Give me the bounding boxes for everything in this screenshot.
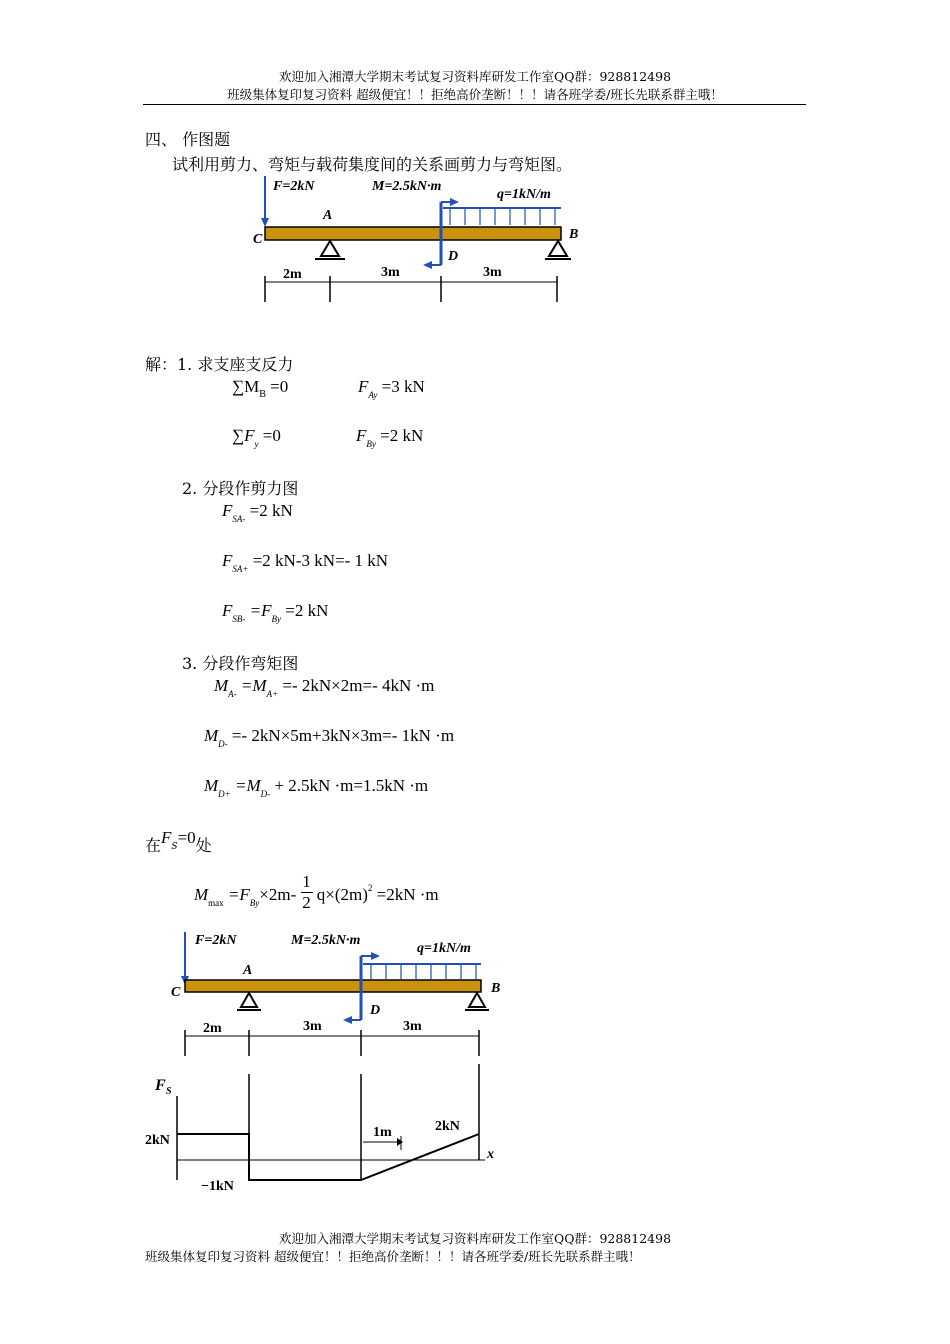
step-2-title: 2. 分段作剪力图 xyxy=(182,479,299,498)
label-neg1kn: −1kN xyxy=(201,1179,234,1194)
beam-figure-2 xyxy=(145,924,505,1200)
svg-text:2m: 2m xyxy=(203,1021,222,1036)
force-arrowhead xyxy=(261,218,269,227)
eq-md-minus: $M_{D-} =- 2kN\times 5m+3kN\times 3m=-$ 1kN ·m xyxy=(204,726,455,749)
moment-top-head xyxy=(450,198,459,206)
step-3-title: 3. 分段作弯矩图 xyxy=(182,654,299,673)
eq-fay: $F_{Ay} =3$ kN xyxy=(358,377,425,400)
label-2kn-left: 2kN xyxy=(145,1133,170,1148)
x-axis-label: x xyxy=(487,1147,494,1162)
svg-text:3m: 3m xyxy=(303,1019,322,1034)
label-b: B xyxy=(569,227,579,242)
eq-md-plus: $M_{D+} =M_{D-} + 2.5kN \cdot m=1.5kN \cdot m$ xyxy=(204,776,429,799)
eq-sum-fy: $\sum F_y =0$ xyxy=(232,426,281,449)
at-fs-zero: 在FS=0处 xyxy=(145,828,212,855)
span-3: 3m xyxy=(483,265,502,280)
dist-load-arrows xyxy=(450,208,555,225)
beam-bar-2 xyxy=(185,980,481,992)
support-a xyxy=(321,241,339,256)
moment-label: M=2.5kN·m xyxy=(372,179,442,194)
label-c: C xyxy=(253,232,263,247)
footer-line-1: 欢迎加入湘潭大学期末考试复习资料库研发工作室QQ群：928812498 xyxy=(278,1231,672,1246)
beam-bar xyxy=(265,227,561,240)
beam-figure-1 xyxy=(245,172,585,308)
footer-line-2: 班级集体复印复习资料 超级便宜！！拒绝高价垄断！！！请各班学委/班长先联系群主哦！ xyxy=(145,1249,641,1264)
header-line-1: 欢迎加入湘潭大学期末考试复习资料库研发工作室QQ群：928812498 xyxy=(278,69,672,84)
fs-axis-sub: S xyxy=(166,1086,172,1097)
eq-fsb-minus: $F_{SB-} =F_{By} =2$ kN xyxy=(222,601,329,624)
force-label-2: F=2kN xyxy=(195,933,237,948)
label-a: A xyxy=(323,208,333,223)
frac-num: 1 xyxy=(302,872,311,891)
fs-axis-label: F xyxy=(155,1077,166,1094)
svg-text:A: A xyxy=(243,963,253,978)
svg-text:D: D xyxy=(370,1003,381,1018)
header-rule xyxy=(143,104,806,105)
problem-prompt: 试利用剪力、弯矩与载荷集度间的关系画剪力与弯矩图。 xyxy=(172,155,573,174)
section-title: 四、 作图题 xyxy=(145,130,231,149)
eq-ma: $M_{A-} =M_{A+} =- 2kN\times 2m=-$ 4kN ·m xyxy=(214,676,435,699)
eq-fsa-plus: $F_{SA+} =2$ kN-3 kN=- 1 kN xyxy=(222,551,389,574)
span-1: 2m xyxy=(283,267,302,282)
eq-fsa-minus: $F_{SA-} =2$ kN xyxy=(222,501,293,524)
label-d: D xyxy=(448,249,459,264)
label-1m: 1m xyxy=(373,1125,392,1140)
force-label: F=2kN xyxy=(273,179,315,194)
solution-intro: 解：1. 求支座支反力 xyxy=(145,355,294,374)
moment-label-2: M=2.5kN·m xyxy=(291,933,361,948)
svg-text:3m: 3m xyxy=(403,1019,422,1034)
eq-fby: $F_{By} =2$ kN xyxy=(356,426,424,449)
label-2kn-right: 2kN xyxy=(435,1119,460,1134)
moment-bottom-head xyxy=(423,261,432,269)
support-b xyxy=(549,241,567,256)
span-2: 3m xyxy=(381,265,400,280)
eq-mmax: $M_{max} =F_{By}\times 2m-$ $\frac{1}{2}$ $q\times(2m)^2 =2kN \cdot m$ xyxy=(194,872,439,912)
frac-den: 2 xyxy=(302,893,311,912)
load-label-2: q=1kN/m xyxy=(417,941,471,956)
svg-text:B: B xyxy=(491,981,501,996)
eq-sum-mb: $\sum M_B =0$ xyxy=(232,377,289,400)
load-label: q=1kN/m xyxy=(497,187,551,202)
shear-curve xyxy=(177,1134,479,1180)
header-line-2: 班级集体复印复习资料 超级便宜！！拒绝高价垄断！！！请各班学委/班长先联系群主哦！ xyxy=(227,87,723,102)
svg-text:C: C xyxy=(171,985,181,1000)
